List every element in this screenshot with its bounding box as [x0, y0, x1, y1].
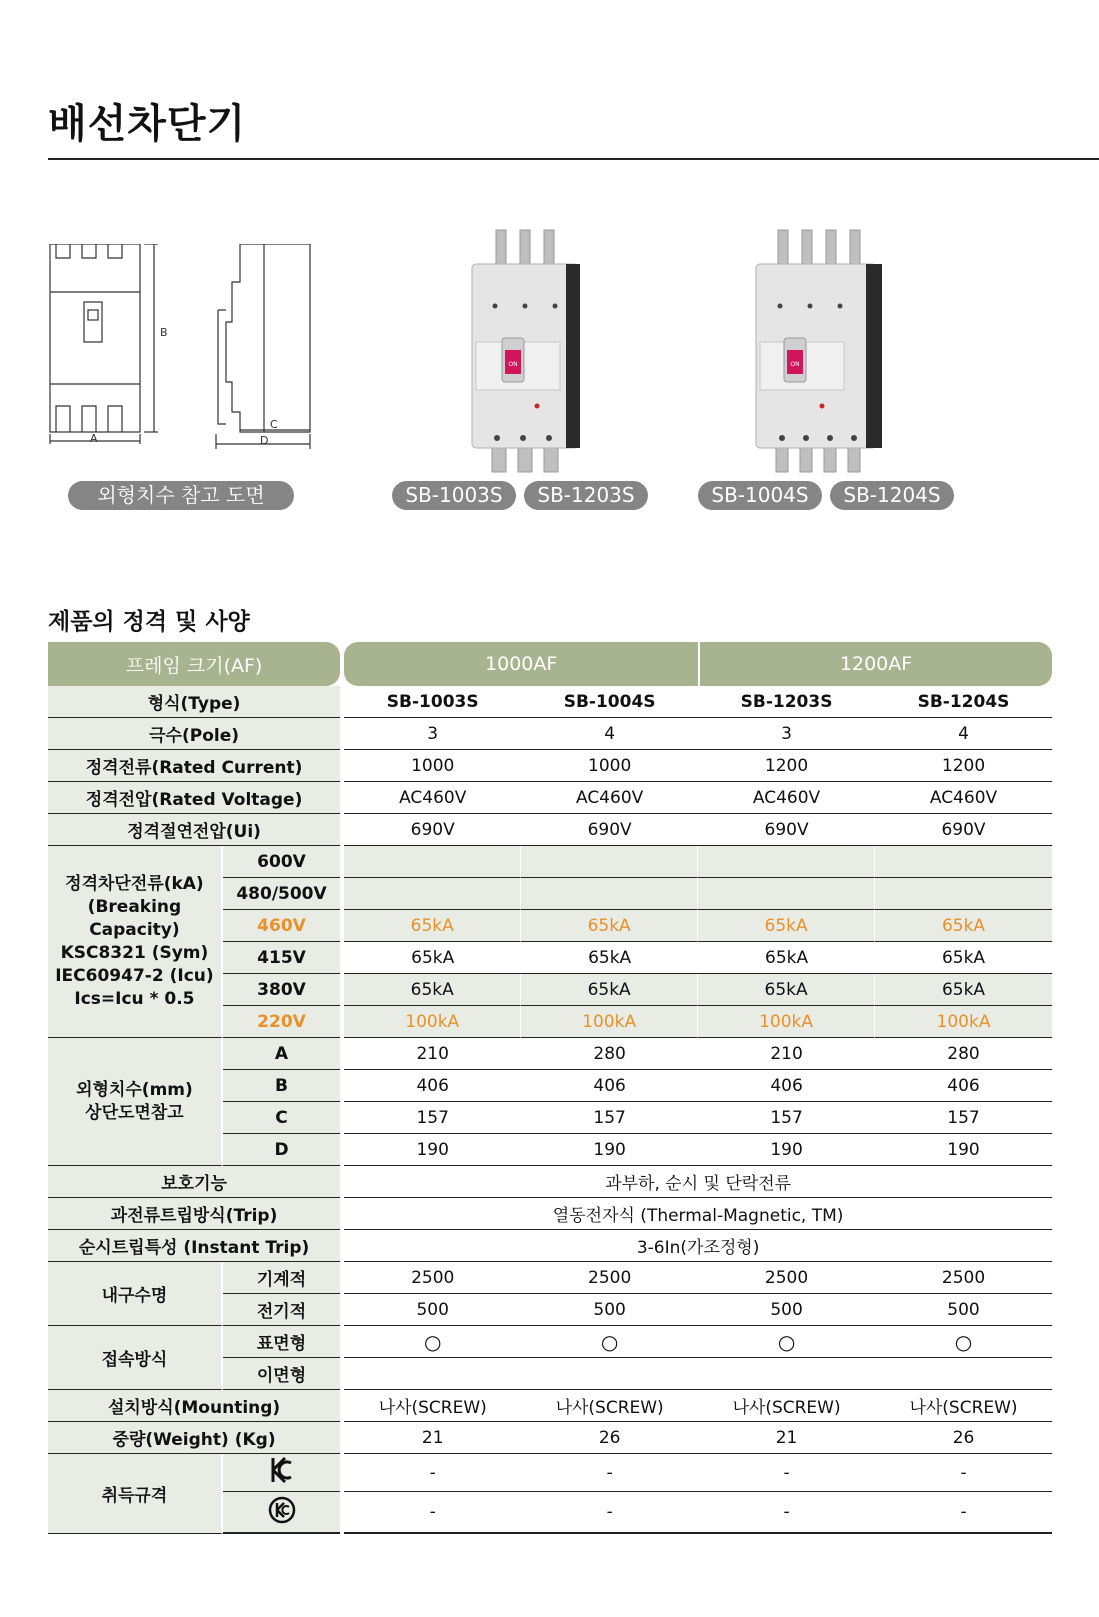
model-pill-sb1203s: SB-1203S: [524, 481, 648, 510]
dim-a-label: A: [90, 432, 98, 445]
ks-mark-icon: [223, 1492, 340, 1534]
cell: 406: [344, 1070, 521, 1102]
cell: 100kA: [344, 1006, 521, 1038]
cell: -: [521, 1454, 698, 1492]
cell: 190: [521, 1134, 698, 1166]
breaking-capacity-label: 정격차단전류(kA) (Breaking Capacity) KSC8321 (Sym) IEC60947-2 (Icu) Ics=Icu * 0.5: [48, 846, 223, 1038]
cell: 4: [875, 718, 1052, 750]
cell: AC460V: [344, 782, 521, 814]
frame-1200af-header: 1200AF: [698, 642, 1052, 686]
frame-size-header: 프레임 크기(AF): [48, 642, 340, 686]
cell: 21: [698, 1422, 875, 1454]
sub-label: 표면형: [223, 1326, 340, 1358]
row-label: 정격전류(Rated Current): [48, 750, 340, 782]
cell: 280: [521, 1038, 698, 1070]
cell: 406: [521, 1070, 698, 1102]
cell: -: [521, 1492, 698, 1534]
cell: 65kA: [521, 942, 698, 974]
table-row: [48, 686, 1052, 718]
switch-on-text: ON: [508, 361, 518, 368]
cell: 21: [344, 1422, 521, 1454]
row-label: 중량(Weight) (Kg): [48, 1422, 340, 1454]
volt-label: 220V: [223, 1006, 340, 1038]
cell: SB-1004S: [521, 686, 698, 718]
table-row: [48, 814, 1052, 846]
row-label: 과전류트립방식(Trip): [48, 1198, 340, 1230]
cell: [875, 878, 1052, 910]
cell: 나사(SCREW): [698, 1390, 875, 1422]
cell: [521, 846, 698, 878]
sub-label: 기계적: [223, 1262, 340, 1294]
cell: 65kA: [698, 910, 875, 942]
cell: [698, 1358, 875, 1390]
table-row: [48, 1166, 1052, 1198]
dim-key: B: [223, 1070, 340, 1102]
cell: SB-1204S: [875, 686, 1052, 718]
cell: 190: [875, 1134, 1052, 1166]
model-pill-sb1003s: SB-1003S: [392, 481, 516, 510]
front-outline: [50, 244, 140, 432]
cert-label: 취득규격: [48, 1454, 223, 1534]
table-row: [48, 1262, 1052, 1294]
sub-label: 이면형: [223, 1358, 340, 1390]
dim-c-label: C: [270, 418, 278, 431]
cell: 65kA: [875, 974, 1052, 1006]
switch-on-text: ON: [790, 361, 800, 368]
cell: AC460V: [875, 782, 1052, 814]
model-pill-sb1204s: SB-1204S: [830, 481, 954, 510]
cell: [344, 1358, 521, 1390]
table-row: [48, 1230, 1052, 1262]
cell: [698, 878, 875, 910]
dim-b-label: B: [160, 326, 168, 339]
connection-label: 접속방식: [48, 1326, 223, 1390]
cell: 3: [344, 718, 521, 750]
kc-mark-icon: [223, 1454, 340, 1492]
cell: 65kA: [521, 974, 698, 1006]
cell: 500: [875, 1294, 1052, 1326]
cell: SB-1203S: [698, 686, 875, 718]
cell: -: [344, 1492, 521, 1534]
cell: 406: [875, 1070, 1052, 1102]
dimensions-label: 외형치수(mm) 상단도면참고: [48, 1038, 223, 1166]
table-row: [48, 782, 1052, 814]
volt-label: 460V: [223, 910, 340, 942]
cell: 500: [521, 1294, 698, 1326]
row-label: 정격전압(Rated Voltage): [48, 782, 340, 814]
dim-key: D: [223, 1134, 340, 1166]
row-label: 설치방식(Mounting): [48, 1390, 340, 1422]
frame-1000af-header: 1000AF: [344, 642, 698, 686]
model-pill-sb1004s: SB-1004S: [698, 481, 822, 510]
cell: ○: [521, 1326, 698, 1358]
table-row: [48, 750, 1052, 782]
endurance-label: 내구수명: [48, 1262, 223, 1326]
cell: 2500: [344, 1262, 521, 1294]
table-row: [48, 846, 1052, 878]
cell: 210: [698, 1038, 875, 1070]
cell: 100kA: [521, 1006, 698, 1038]
cell: [344, 878, 521, 910]
title-divider: [48, 158, 1099, 160]
row-label: 순시트립특성 (Instant Trip): [48, 1230, 340, 1262]
product-image-4pole: [750, 226, 892, 474]
cell: ○: [875, 1326, 1052, 1358]
cell: ○: [698, 1326, 875, 1358]
header-row: [48, 642, 1052, 686]
dim-key: C: [223, 1102, 340, 1134]
product-image-3pole: [462, 226, 594, 474]
cell: 65kA: [344, 942, 521, 974]
cell: AC460V: [698, 782, 875, 814]
dimension-drawing: [48, 244, 313, 454]
row-label: 형식(Type): [48, 686, 340, 718]
table-row: [48, 1326, 1052, 1358]
cell: 500: [344, 1294, 521, 1326]
table-row: [48, 718, 1052, 750]
cell: 406: [698, 1070, 875, 1102]
table-row: [48, 1390, 1052, 1422]
cell: 4: [521, 718, 698, 750]
cell: 690V: [698, 814, 875, 846]
cell: 280: [875, 1038, 1052, 1070]
cell: 26: [521, 1422, 698, 1454]
cell: 1200: [875, 750, 1052, 782]
cell: [521, 1358, 698, 1390]
cell: 157: [698, 1102, 875, 1134]
row-label: 보호기능: [48, 1166, 340, 1198]
cell: 열동전자식 (Thermal-Magnetic, TM): [344, 1198, 1052, 1230]
cell: 1000: [344, 750, 521, 782]
cell: SB-1003S: [344, 686, 521, 718]
cell: 2500: [875, 1262, 1052, 1294]
cell: -: [344, 1454, 521, 1492]
spec-table: [48, 642, 1052, 1534]
table-row: [48, 1038, 1052, 1070]
page-title: 배선차단기: [48, 101, 247, 147]
cell: -: [698, 1492, 875, 1534]
cell: [344, 846, 521, 878]
cell: 2500: [521, 1262, 698, 1294]
cell: 3-6In(가조정형): [344, 1230, 1052, 1262]
table-row: [48, 1198, 1052, 1230]
cell: [875, 846, 1052, 878]
cell: [521, 878, 698, 910]
cell: 과부하, 순시 및 단락전류: [344, 1166, 1052, 1198]
cell: 65kA: [875, 942, 1052, 974]
cell: 65kA: [875, 910, 1052, 942]
cell: 157: [875, 1102, 1052, 1134]
row-label: 극수(Pole): [48, 718, 340, 750]
cell: 500: [698, 1294, 875, 1326]
cell: 690V: [875, 814, 1052, 846]
volt-label: 380V: [223, 974, 340, 1006]
row-label: 정격절연전압(Ui): [48, 814, 340, 846]
cell: 65kA: [698, 942, 875, 974]
cell: 690V: [521, 814, 698, 846]
cell: 690V: [344, 814, 521, 846]
cell: 157: [344, 1102, 521, 1134]
cell: 190: [698, 1134, 875, 1166]
cell: 65kA: [344, 974, 521, 1006]
cell: 나사(SCREW): [521, 1390, 698, 1422]
cell: -: [875, 1492, 1052, 1534]
cell: 100kA: [875, 1006, 1052, 1038]
table-row: [48, 1454, 1052, 1492]
cell: 210: [344, 1038, 521, 1070]
volt-label: 415V: [223, 942, 340, 974]
cell: -: [698, 1454, 875, 1492]
volt-label: 480/500V: [223, 878, 340, 910]
dim-key: A: [223, 1038, 340, 1070]
cell: 65kA: [344, 910, 521, 942]
cell: 2500: [698, 1262, 875, 1294]
cell: 3: [698, 718, 875, 750]
cell: 1000: [521, 750, 698, 782]
volt-label: 600V: [223, 846, 340, 878]
cell: 100kA: [698, 1006, 875, 1038]
sub-label: 전기적: [223, 1294, 340, 1326]
table-row: [48, 1422, 1052, 1454]
cell: [698, 846, 875, 878]
cell: 157: [521, 1102, 698, 1134]
cell: ○: [344, 1326, 521, 1358]
section-title: 제품의 정격 및 사양: [48, 609, 250, 635]
cell: 190: [344, 1134, 521, 1166]
cell: [875, 1358, 1052, 1390]
cell: AC460V: [521, 782, 698, 814]
diagram-label-pill: 외형치수 참고 도면: [68, 481, 294, 510]
cell: 나사(SCREW): [344, 1390, 521, 1422]
cell: 1200: [698, 750, 875, 782]
cell: 65kA: [521, 910, 698, 942]
cell: -: [875, 1454, 1052, 1492]
cell: 나사(SCREW): [875, 1390, 1052, 1422]
cell: 65kA: [698, 974, 875, 1006]
dim-d-label: D: [260, 434, 269, 447]
cell: 26: [875, 1422, 1052, 1454]
